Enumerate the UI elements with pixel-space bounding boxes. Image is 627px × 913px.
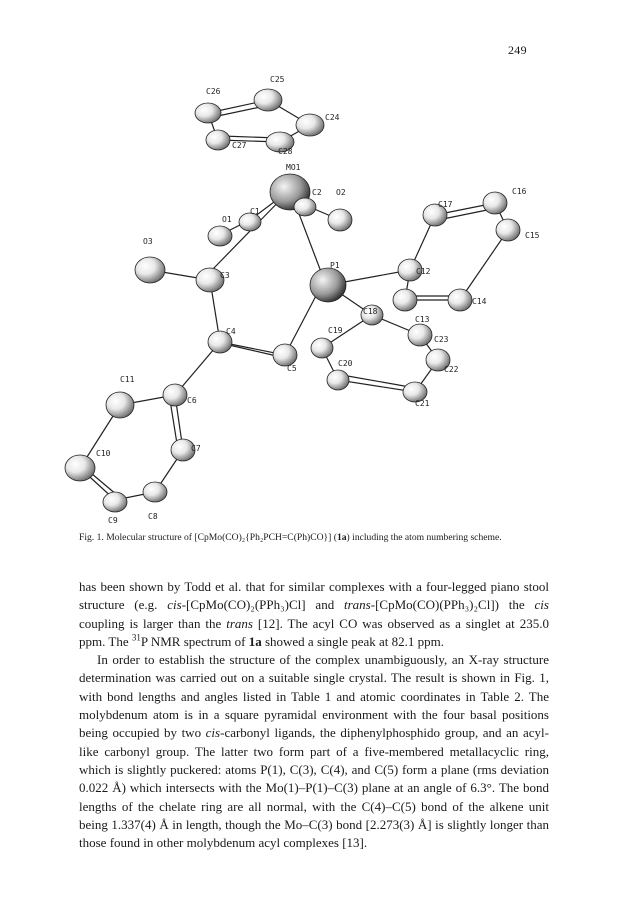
atom-label: O2	[336, 188, 346, 197]
atom-label: C8	[148, 512, 158, 521]
atom-label: C25	[270, 75, 285, 84]
text-run: In order to establish the structure of the complex unambiguously, an X-ray structure determination was carried out on a suitable single crystal. The result is shown in Fig. 1, with bond lengths and angles listed in Table 1 and atomic coordinates in Table 2. The molybdenum atom is in a square pyramidal environment with the four basal positions being occupied by two	[79, 652, 549, 741]
text-run: -carbonyl ligands, the diphenylphosphido group, and an acyl-like carbonyl group. The latter two form part of a five-membered metallacyclic ring, which is slightly puckered: atoms P(1), C(3), C(4), and C(5) form a plane (rms deviation 0.022 Å) which intersects with the Mo(1)–P(1)–C(3) plane at an angle of 6.3°. The bond lengths of the chelate ring are all normal, with the C(4)–C(5) bond of the alkene unit being 1.337(4) Å in length, though the Mo–C(3) bond [2.273(3) Å] is slightly longer than those found in other molybdenum acyl complexes [13].	[79, 725, 549, 851]
text-italic: cis	[167, 597, 182, 613]
atom-label: O1	[222, 215, 232, 224]
text-run: P NMR spectrum of	[140, 633, 249, 649]
figure-caption: Fig. 1. Molecular structure of [CpMo(CO)₂{Ph₂PCH=C(Ph)CO}] (1a) including the atom numbering scheme.	[79, 532, 502, 543]
atom-label: MO1	[286, 163, 301, 172]
molecular-structure-figure	[60, 70, 580, 530]
body-text	[79, 578, 549, 852]
atom-label: C1	[250, 207, 260, 216]
atom-label: C11	[120, 375, 135, 384]
atom-label: C26	[206, 87, 221, 96]
paragraph-2	[79, 651, 549, 852]
atom-label: P1	[330, 261, 340, 270]
atom-label: C23	[434, 335, 449, 344]
atom-label: C18	[363, 307, 378, 316]
atom-label: C28	[278, 147, 293, 156]
page-number: 249	[508, 43, 527, 57]
atom-label: C20	[338, 359, 353, 368]
text-run: -[CpMo(CO)₂(PPh₃)Cl]	[181, 597, 306, 613]
text-run: and	[305, 597, 345, 613]
atom-label: C5	[287, 364, 297, 373]
atom-label: C17	[438, 200, 453, 209]
text-run: the	[498, 597, 535, 613]
superscript: 31	[131, 632, 141, 643]
text-run: coupling is larger than the	[79, 615, 227, 631]
atom-label: C27	[232, 141, 247, 150]
text-run: [12]. The acyl CO was observed as a singlet at 235.0 ppm. The	[79, 615, 549, 649]
atom-label: C13	[415, 315, 430, 324]
ortep-diagram	[60, 70, 580, 530]
text-run: showed a single peak at 82.1 ppm.	[261, 633, 445, 649]
atom-label: C24	[325, 113, 340, 122]
text-italic: cis	[534, 597, 549, 613]
atom-label: O3	[143, 237, 153, 246]
atom-label: C22	[444, 365, 459, 374]
text-run: -[CpMo(CO)(PPh₃)₂Cl])	[370, 597, 499, 613]
atom-label: C4	[226, 327, 236, 336]
text-italic: trans	[344, 597, 371, 613]
text-italic: trans	[226, 615, 253, 631]
atom-label: C10	[96, 449, 111, 458]
atom-label: C16	[512, 187, 527, 196]
text-run: has been shown by Todd et al. that for similar complexes with a four-legged piano stool structure (e.g.	[79, 579, 549, 613]
atom-label: C21	[415, 399, 430, 408]
caption-formula: [CpMo(CO)₂{Ph₂PCH=C(Ph)CO}]	[194, 532, 332, 543]
text-bold: 1a	[248, 633, 262, 649]
atom-label: C9	[108, 516, 118, 525]
atom-label: C19	[328, 326, 343, 335]
caption-compound: 1a	[336, 532, 347, 543]
bonds	[80, 100, 508, 500]
caption-prefix: Fig. 1. Molecular structure of	[79, 532, 195, 543]
atom-label: C14	[472, 297, 487, 306]
text-italic: cis	[205, 725, 221, 741]
atom-label: C2	[312, 188, 322, 197]
atom-label: C3	[220, 271, 230, 280]
atom-label: C12	[416, 267, 431, 276]
atom-label: C15	[525, 231, 540, 240]
atom-label: C7	[191, 444, 201, 453]
atom-label: C6	[187, 396, 197, 405]
paragraph-1	[79, 578, 549, 651]
atom-spheres	[65, 89, 520, 512]
caption-suffix: including the atom numbering scheme.	[349, 532, 502, 543]
atom-labels	[96, 75, 540, 525]
